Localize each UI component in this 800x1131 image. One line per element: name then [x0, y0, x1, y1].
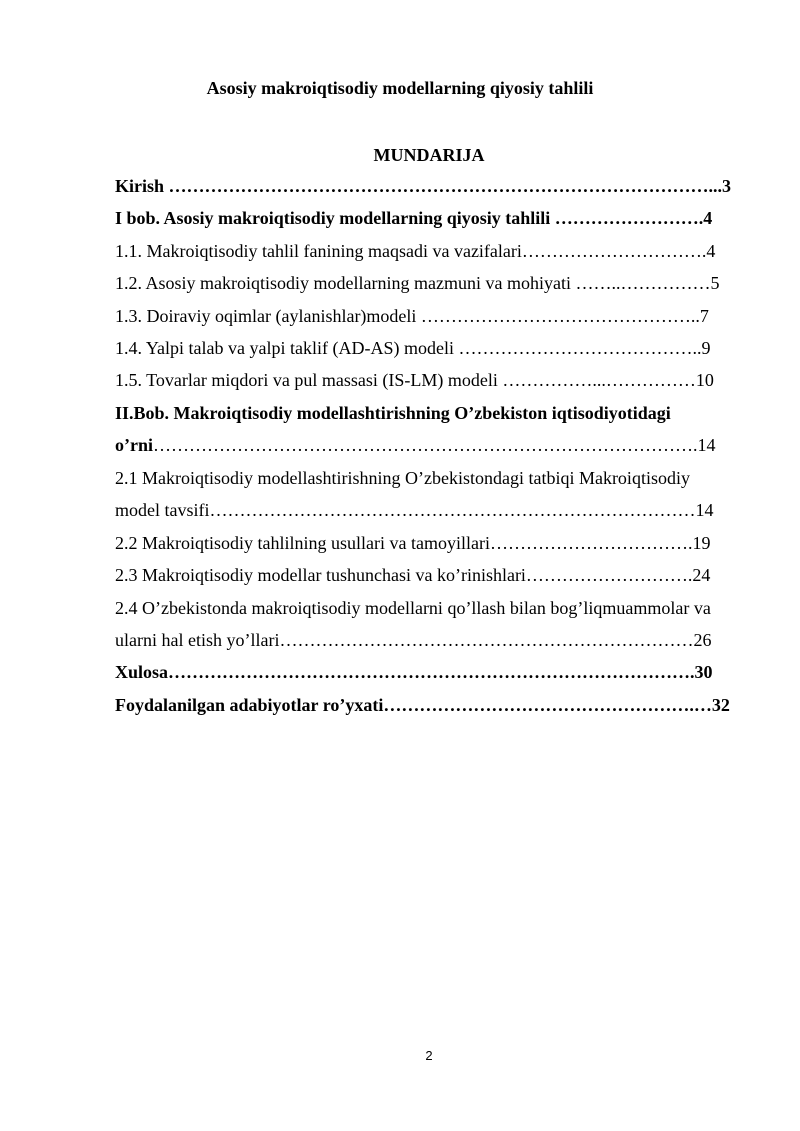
toc-entry-1-3: 1.3. Doiraviy oqimlar (aylanishlar)modeli ………………………………………..7: [115, 306, 709, 326]
toc-entry-2-4-cont: ularni hal etish yo’llari……………………………………………………………26: [115, 630, 712, 650]
toc-entry-xulosa: Xulosa…………………………………………………………………………….30: [115, 662, 713, 682]
toc-entry-2-1-cont: model tavsifi………………………………………………………………………14: [115, 500, 714, 520]
toc-entry-2-3: 2.3 Makroiqtisodiy modellar tushunchasi va ko’rinishlari……………………….24: [115, 565, 711, 585]
toc-entry-chapter-2-leader: ……………………………………………………………………………….14: [153, 435, 716, 455]
toc-heading: MUNDARIJA: [373, 145, 485, 165]
toc-entry-chapter-2: II.Bob. Makroiqtisodiy modellashtirishning O’zbekiston iqtisodiyotidagi: [115, 403, 671, 423]
toc-entry-references: Foydalanilgan adabiyotlar ro’yxati…………………………………………….…32: [115, 695, 730, 715]
toc-entry-kirish: Kirish ………………………………………………………………………………...3: [115, 176, 732, 196]
toc-entry-1-5: 1.5. Tovarlar miqdori va pul massasi (IS-LM) modeli ……………...……………10: [115, 370, 714, 390]
toc-entry-1-4: 1.4. Yalpi talab va yalpi taklif (AD-AS) modeli …………………………………..9: [115, 338, 711, 358]
toc-entry-1-2: 1.2. Asosiy makroiqtisodiy modellarning mazmuni va mohiyati ……..……………5: [115, 273, 720, 293]
toc-entry-chapter-2-cont: [115, 434, 716, 456]
toc-entry-2-1: 2.1 Makroiqtisodiy modellashtirishning O’zbekistondagi tatbiqi Makroiqtisodiy: [115, 468, 690, 488]
document-title: Asosiy makroiqtisodiy modellarning qiyosiy tahlili: [206, 78, 594, 98]
toc-entry-1-1: 1.1. Makroiqtisodiy tahlil fanining maqsadi va vazifalari………………………….4: [115, 241, 716, 261]
toc-entry-2-2: 2.2 Makroiqtisodiy tahlilning usullari va tamoyillari…………………………….19: [115, 533, 711, 553]
page-number: 2: [425, 1048, 433, 1063]
toc-entry-2-4: 2.4 O’zbekistonda makroiqtisodiy modellarni qo’llash bilan bog’liqmuammolar va: [115, 598, 711, 618]
toc-entry-chapter-1: I bob. Asosiy makroiqtisodiy modellarning qiyosiy tahlili …………………….4: [115, 208, 713, 228]
toc-entry-chapter-2-word: o’rni: [115, 435, 153, 455]
